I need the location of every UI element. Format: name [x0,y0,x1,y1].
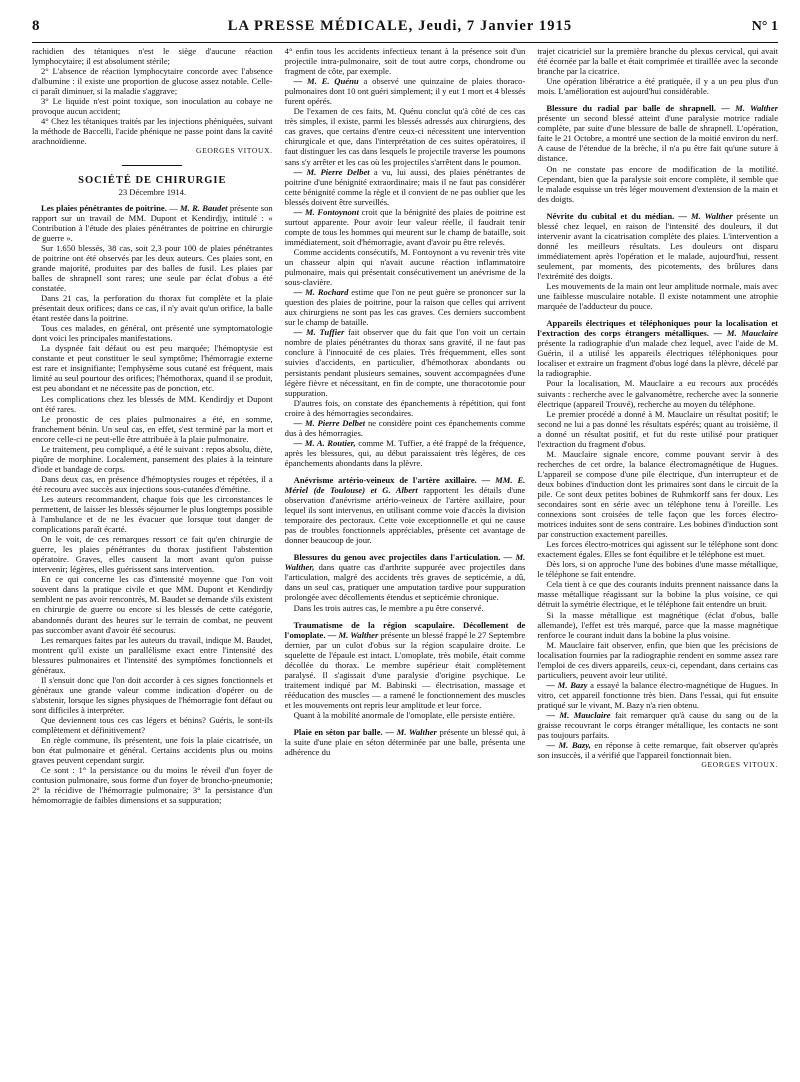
paragraph: rachidien des tétaniques n'est le siège d'aucune réaction lymphocytaire; il est absolument stérile; [32,46,273,67]
article-title: Appareils électriques et téléphoniques pour la localisation et l'extraction des corps étrangers métalliques. [537,318,779,339]
comment-paragraph [285,167,526,207]
signature: GEORGES VITOUX. [701,760,779,770]
author: M. R. Baudet [180,202,228,213]
author: — M. Rochard [293,287,349,298]
comment-text: a observé une quinzaine de plaies thoraco-pulmonaires dont 10 ont guéri simplement; il y eut 1 mort et 4 blessés furent opérés. [284,76,526,107]
comment-paragraph [285,287,526,327]
paragraph: M. Mauclaire fait observer, enfin, que bien que les précisions de localisation fournies par la radiographie rendent en somme assez rare l'emploi de ces divers appareils, ceux-ci, cependant, dans certains cas particuliers, peuvent avoir leur utilité. [537,639,779,680]
paragraph: Pour la localisation, M. Mauclaire a eu recours aux procédés suivants : recherche avec le galvanomètre, recherche avec la sonnerie électrique (appareil Trouvé), recherche au moyen du téléphone. [537,378,779,409]
author: — MM. E. Mériel (de Toulouse) et G. Albert [284,474,526,496]
comment-text: a vu, lui aussi, des plaies pénétrantes de poitrine d'une bénignité extraordinaire; mais il ne faut pas considérer cette bénignité comme la règle et il convient de ne pas oublier que les blessés doivent être surveillés. [284,166,526,207]
paragraph: D'autres fois, on constate des épanchements à répétition, qui font croire à des hémorragies secondaires. [284,397,526,418]
article-title: Névrite du cubital et du médian. [546,210,675,221]
paragraph: En règle commune, ils présentent, une fois la plaie cicatrisée, un bon état pulmonaire et général. Certains accidents plus ou moins graves peuvent cependant surgir. [32,735,273,766]
comment-text: croit que la bénignité des plaies de poitrine est surtout apparente. Pour avoir leur valeur réelle, il faudrait tenir compte de tous les hommes qui meurent sur le champ de bataille, soit immédiatement, soit d'hémorragie, avant d'avoir pu être relevés. [284,206,526,247]
paragraph: trajet cicatriciel sur la première branche du plexus cervical, qui avait été écornée par la balle et était comprimée et tiraillée avec la seconde branche par la cicatrice. [537,46,779,77]
column-1 [32,46,273,805]
author: — M. E. Quénu [293,76,359,87]
author: — M. Walther, [284,552,526,573]
paragraph: 2° L'absence de réaction lymphocytaire concorde avec l'absence d'albumine : il existe une proportion de glucose assez notable. Celle-ci paraît diminuer, si la maladie s'aggrave; [32,66,273,97]
article-title: Les plaies pénétrantes de poitrine. [41,202,167,213]
paragraph: Le traitement, peu compliqué, a été le suivant : repos absolu, diète, piqûre de morphine. Localement, pansement des plaies à la teinture d'iode et bandage de corps. [32,443,273,474]
paragraph: Ce sont : 1° la persistance ou du moins le réveil d'un foyer de contusion pulmonaire, sous forme d'un foyer de broncho-pneumonie; 2° la récidive de l'hémorragie pulmonaire; 3° la persistance d'un hémomorragie de faibles dimensions et sa suppuration; [32,765,273,806]
article-title: Blessures du genou avec projectiles dans l'articulation. [293,552,501,563]
article-paragraph [285,620,526,710]
section-divider [122,165,182,166]
article-paragraph [537,211,778,281]
paragraph: Les remarques faites par les auteurs du travail, indique M. Baudet, montrent qu'il existe un parallélisme exact entre l'intensité des blessures pulmonaires et l'intensité des symptômes fonctionnels et généraux. [32,634,273,675]
author: — M. Mauclaire [546,710,611,720]
paragraph: Comme accidents consécutifs, M. Fontoynont a vu revenir très vite un chasseur alpin qui n'avait aucune réaction inflammatoire pulmonaire, mais qui présentait consécutivement un anévrisme de la sous-clavière. [284,246,526,288]
comment-paragraph [537,740,778,760]
paragraph: Quant à la mobilité anormale de l'omoplate, elle persiste entière. [293,710,515,720]
article-title: Traumatisme de la région scapulaire. Décollement de l'omoplate. [284,619,526,640]
comment-paragraph [537,710,778,740]
page-number: 8 [32,18,40,34]
author: — M. Pierre Delbet [293,166,370,177]
comment-paragraph [285,438,526,468]
comment-text: comme M. Tuffier, a été frappé de la fréquence, après les blessures, qui, au début paraissaient très légères, de ces épanchements abondants dans la plèvre. [284,437,526,468]
page-header [32,18,778,43]
comment-text: fait observer que du fait que l'on voit un certain nombre de plaies pénétrantes du thorax sans gravité, il ne faut pas conclure à l'innocuité de ces plaies. Très fréquemment, elles sont suivies d'accidents, en particulier, d'hémothorax abondants ou persistants pendant plusieurs semaines, souvent accompagnées d'une légère fièvre et nécessitant, en fin de compte, une thoracotomie pour suppuration. [284,327,526,398]
paragraph: De l'examen de ces faits, M. Quénu conclut qu'à côté de ces cas très simples, il existe, parmi les blessés adressés aux chirurgiens, des cas graves, que certains d'entre ceux-ci nécessitent une intervention chirurgicale et que, dans l'interprétation de ces suites opératoires, il faut distinguer les cas dans lesquels le projectile traverse les poumons sans s'y arrêter et les cas où les projectiles s'arrêtent dans le poumon. [284,106,526,167]
paragraph: Tous ces malades, en général, ont présenté une symptomatologie dont voici les principales manifestations. [32,323,273,344]
paragraph: Il s'ensuit donc que l'on doit accorder à ces signes fonctionnels et généraux une grande valeur comme indication d'opérer ou de s'abstenir, lorsque les signes physiques de l'hémorragie font défaut ou sont difficiles à interpréter. [32,674,273,715]
paragraph: Cela tient à ce que des courants induits prennent naissance dans la masse métallique réagissant sur la bobine la plus voisine, ce qui détruit la symétrie électrique, et le téléphone fait entendre un bruit. [537,579,779,610]
article-paragraph [537,318,778,378]
article-paragraph [285,552,526,602]
paragraph: Les complications chez les blessés de MM. Kendirdjy et Dupont ont été rares. [32,393,273,414]
paragraph: Dans 21 cas, la perforation du thorax fut complète et la plaie présentait deux orifices; dans ce cas, il n'y avait qu'un orifice, la balle étant restée dans la poitrine. [32,293,273,324]
author: — M. Fontoynont [293,206,359,217]
author: — M. Walther [721,103,778,114]
article-text: rapportent les détails d'une observation d'anévrisme artério-veineux de l'artère axillaire, pour lequel ils sont intervenus, en utilisant comme voie d'accès la division temporaire des pectoraux. Cette voie exceptionnelle et qui ne cause pas de troubles fonctionnels appréciables, présente cet avantage de donner beaucoup de jour. [284,485,526,546]
paragraph: 4° Chez les tétaniques traités par les injections phéniquées, suivant la méthode de Baccelli, l'acide phénique ne passe point dans la cavité arachnoïdienne. [32,116,273,147]
paragraph: 4° enfin tous les accidents infectieux tenant à la présence soit d'un projectile intra-pulmonaire, soit de tout autre corps, chondrome ou fragment de côte, par exemple. [284,46,526,77]
paragraph: On ne constate pas encore de modification de la motilité. Cependant, bien que la paralysie soit encore complète, il semble que le malade esquisse un très léger mouvement d'extension de la main et des doigts. [537,163,779,204]
article-paragraph: Les plaies pénétrantes de poitrine. — M. R. Baudet présente son rapport sur un travail de MM. Dupont et Kendirdjy, intitulé : « Contribution à l'étude des plaies pénétrantes de poitrine en chirurgie de guerre ». [32,202,273,243]
paragraph: 3° Le liquide n'est point toxique, son inoculation au cobaye ne provoque aucun accident; [32,96,273,117]
column-3 [537,46,778,805]
article-text: présente un blessé chez lequel, en raison de l'intensité des douleurs, il dut intervenir avant la cicatrisation complète des plaies. L'intervention a donné les meilleurs résultats. Les douleurs ont disparu immédiatement après l'opération et le malade, aujourd'hui, ressent seulement, par moments, des picotements, des brûlures dans l'extrémité des doigts. [537,210,779,281]
comment-paragraph [537,680,778,710]
signature: GEORGES VITOUX. [196,146,273,156]
comment-text: ne considère point ces épanchements comme dus à des hémorragies. [284,417,526,438]
article-text: présente son rapport sur un travail de MM. Dupont et Kendirdjy, intitulé : « Contribution à l'étude des plaies pénétrantes de poitrine en chirurgie de guerre ». [32,202,273,243]
article-paragraph [285,475,526,545]
article-title: Anévrisme artério-veineux de l'artère axillaire. [293,474,477,485]
comment-paragraph [285,327,526,397]
column-2 [285,46,526,805]
author: — M. A. Routier, [293,437,356,448]
paragraph: Dans les trois autres cas, le membre a pu être conservé. [293,602,484,613]
paragraph: Une opération libératrice a été pratiquée, il y a un peu plus d'un mois. L'amélioration est aujourd'hui considérable. [537,76,779,97]
paragraph: Le pronostic de ces plaies pulmonaires a été, en somme, franchement bénin. Un seul cas, en effet, s'est terminé par la mort et encore celle-ci ne peut-elle être attribuée à la plaie pulmonaire. [32,413,273,444]
paragraph: En ce qui concerne les cas d'intensité moyenne que l'on voit souvent dans la pratique civile et que MM. Dupont et Kendirdjy semblent ne pas avoir rencontrés, M. Baudet se demande s'ils existent en chirurgie de guerre ou encore si les blessés de cette catégorie, abandonnés durant des heures sur le terrain de combat, ne peuvent pas succomber avant d'avoir été secourus. [32,574,273,635]
paragraph: M. Mauclaire signale encore, comme pouvant servir à des recherches de cet ordre, la balance électromagnétique de Hugues. L'appareil se compose d'une pile électrique, d'un interrupteur et de deux bobines d'induction dont les primaires sont dans le circuit de la pile. Ce sont deux petites bobines de Ruhmkorff sans fer doux. Les secondaires sont en série avec un téléphone tenu à l'oreille. Les connexions sont croisées de telle façon que les forces électro-motrices induites sont de sens contraire. Les bobines d'induction sont par construction exactement pareilles. [537,448,779,540]
article-paragraph [537,103,778,163]
article-text: présente la radiographie d'un malade chez lequel, avec l'aide de M. Guérin, il a utilisé les appareils électriques téléphoniques pour localiser et extraire un fragment d'obus logé dans la plèvre, décelé par la radiographie. [537,338,779,379]
article-paragraph [285,727,526,757]
paragraph: Les auteurs recommandent, chaque fois que les circonstances le permettent, de laisser les blessés séjourner le plus longtemps possible à l'ambulance et de ne les évacuer que lorsque tout danger de complications paraît écarté. [32,493,273,535]
comment-paragraph [285,76,526,106]
author: — M. Walther [327,629,379,640]
author: — M. Tuffier [293,327,345,338]
masthead-title: LA PRESSE MÉDICALE, Jeudi, 7 Janvier 1915 [227,18,573,34]
section-date: 23 Décembre 1914. [118,186,187,197]
paragraph: Le premier procédé a donné à M. Mauclaire un résultat positif; le second ne lui a pas donné les résultats espérés; quant au troisième, il a donné un résultat positif, et fut du reste utilisé pour pratiquer l'extraction du fragment d'obus. [537,408,779,449]
article-title: Plaie en séton par balle. [293,727,383,738]
comment-text: en réponse à cette remarque, fait observer qu'après son insuccès, il a vérifié que l'appareil fonctionnait bien. [537,740,778,761]
comment-text: a essayé la balance électro-magnétique de Hugues. In vitro, cet appareil fonctionne très bien. Dans l'essai, qui fut ensuite pratiqué sur le vivant, M. Bazy n'a rien obtenu. [537,679,779,710]
paragraph: La dyspnée fait défaut ou est peu marquée; l'hémoptysie est constante et peut constituer le seul symptôme; l'hémorragie externe est rare et insignifiante; l'emphysème sous cutané est fréquent, mais limité au seul pourtour des orifices; l'hémothorax, quand il se produit, est peu abondant et ne nécessite pas de ponction, etc. [32,343,273,394]
author: — M. Bazy, [546,740,591,751]
issue-number: N° 1 [751,19,778,34]
article-columns [32,46,778,805]
author: — M. Pierre Delbet [293,417,366,428]
comment-text: estime que l'on ne peut guère se prononcer sur la question des plaies de poitrine, pour la raison que celles qui arrivent aux chirurgiens ne sont pas les cas graves. Ces derniers succombent sur le champ de bataille. [284,287,526,328]
author: — M. Bazy [546,679,588,690]
paragraph: Que deviennent tous ces cas légers et bénins? Guéris, le sont-ils complètement et définitivement? [32,715,273,736]
author: — M. Walther [678,210,733,221]
comment-paragraph [285,418,526,438]
article-text: présente un blessé frappé le 27 Septembre dernier, par un culot d'obus sur la région scapulaire droite. Le squelette de l'épaule est intact. L'omoplate, très mobile, était comme décollée du thorax. Le membre supérieur était complètement paralysé. Il s'agissait d'une paralysie d'origine psychique. Le traitement indiqué par M. Babinski — électrisation, massage et rééducation des muscles — a ramené le fonctionnement des muscles et les mouvements ont repris leur amplitude et leur force. [284,629,526,710]
comment-text: fait remarquer qu'à cause du sang ou de la graisse recouvrant le corps étranger métallique, les contacts ne sont pas toujours parfaits. [537,710,779,741]
paragraph: Sur 1.650 blessés, 38 cas, soit 2,3 pour 100 de plaies pénétrantes de poitrine ont été observés par les deux auteurs. Ces plaies sont, en grande majorité, produites par des balles de fusil. Les plaies par balles de shrapnell sont rares; une seule par éclat d'obus a été constatée. [32,242,273,293]
author: — M. Mauclaire [713,328,779,339]
paragraph: Dans deux cas, en présence d'hémoptysies rouges et répétées, il a été recouru avec succès aux injections sous-cutanées d'émétine. [32,473,273,494]
comment-paragraph [285,207,526,247]
paragraph: Les mouvements de la main ont leur amplitude normale, mais avec une faiblesse musculaire notable. Il existe notamment une atrophie marquée de l'adducteur du pouce. [537,281,779,312]
section-title: SOCIÉTÉ DE CHIRURGIE [78,174,227,186]
article-text: présente un blessé qui, à la suite d'une plaie en séton déterminée par une balle, présenta une adhérence du [284,727,526,758]
article-text: présente un second blessé atteint d'une paralysie motrice radiale complète, par suite d'une blessure de balle de shrapnell. L'opération, faite le 21 Octobre, a montré une section de la moitié environ du nerf. A cause de l'étendue de la brèche, il n'a pu être fait qu'une suture à distance. [537,113,779,164]
article-text: dans quatre cas d'arthrite suppurée avec projectiles dans l'articulation, malgré des accidents très graves de septicémie, a dû, dans un seul cas, pratiquer une amputation tardive pour suppuration prolongée avec décollements étendus et septicémie chronique. [284,562,526,603]
author: — M. Walther [385,727,437,738]
paragraph: Si la masse métallique est magnétique (éclat d'obus, balle allemande), l'effet est très marqué, parce que la masse magnétique renforce le courant induit dans la bobine la plus voisine. [537,609,779,640]
article-title: Blessure du radial par balle de shrapnell. [546,103,716,114]
paragraph: Les forces électro-motrices qui agissent sur le téléphone sont donc exactement égales. Elles se font équilibre et le téléphone est muet. [537,539,779,560]
paragraph: On le voit, de ces remarques ressort ce fait qu'en chirurgie de guerre, les plaies pénétrantes du thorax justifient l'abstention opératoire. Graves, elles causent la mort avant qu'on puisse intervenir; légères, elles guérissent sans intervention. [32,534,273,575]
paragraph: Dès lors, si on approche l'une des bobines d'une masse métallique, le téléphone se fait entendre. [537,559,779,580]
